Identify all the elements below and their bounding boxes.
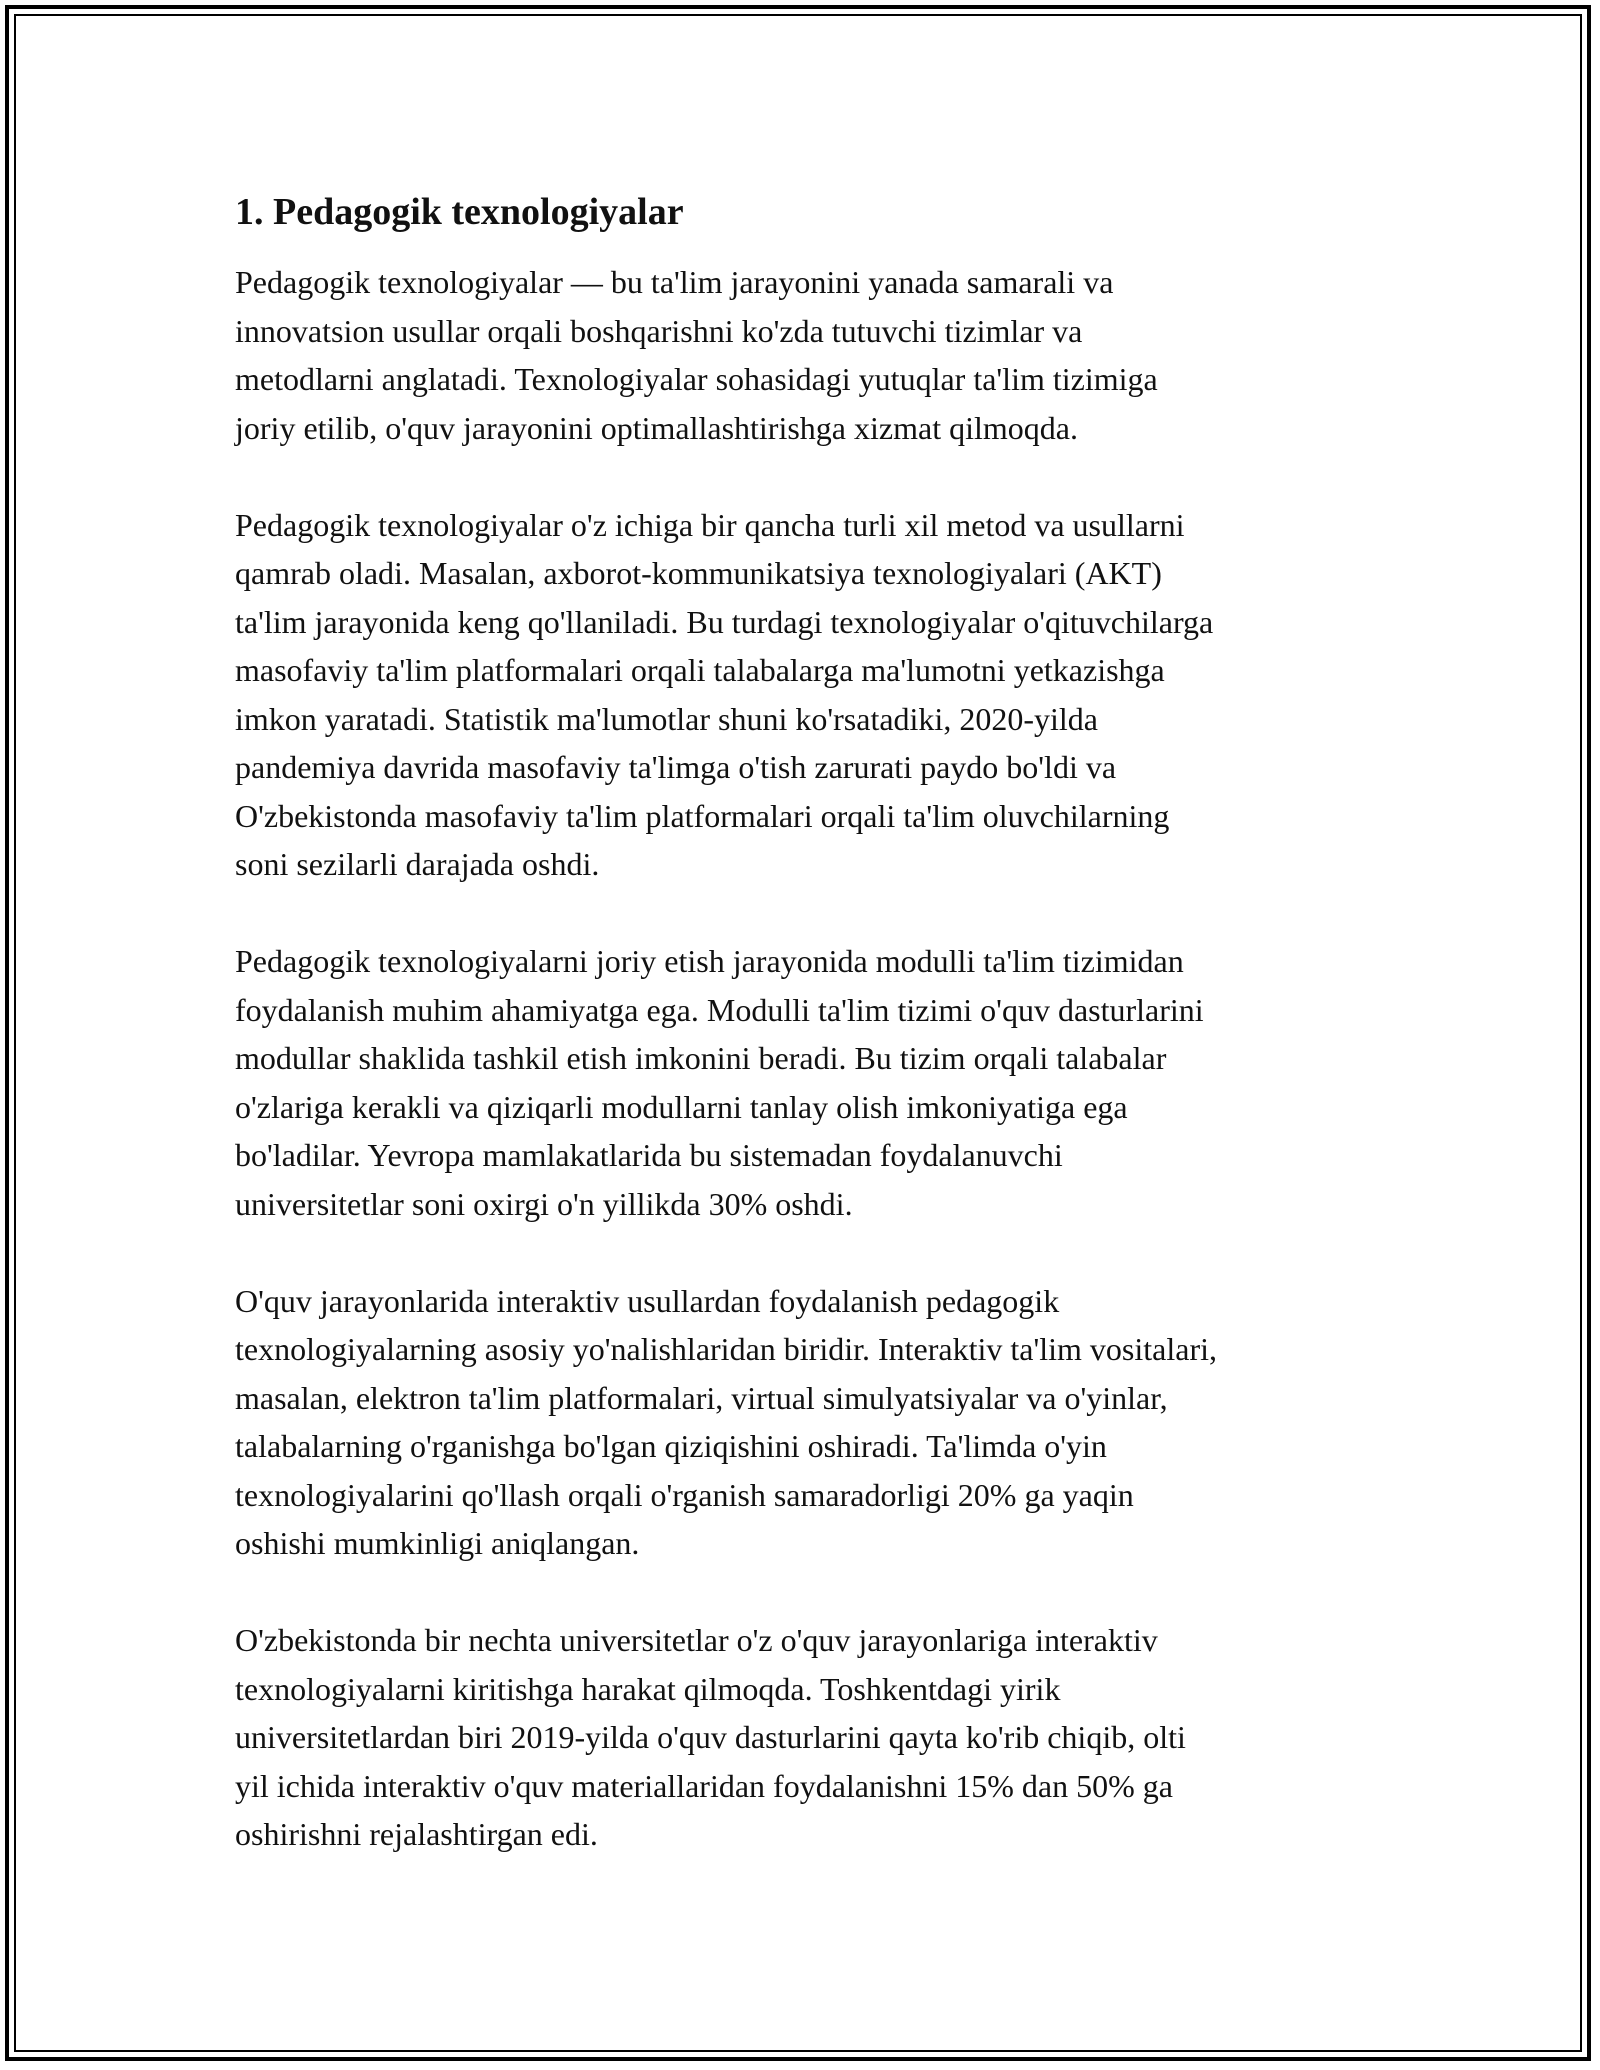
- section-heading: 1. Pedagogik texnologiyalar: [235, 191, 684, 233]
- paragraphs-container: [235, 258, 1365, 1859]
- paragraph-line: Pedagogik texnologiyalar o'z ichiga bir qancha turli xil metod va usullarni: [235, 506, 1185, 543]
- paragraph-line: masalan, elektron ta'lim platformalari, virtual simulyatsiyalar va o'yinlar,: [235, 1379, 1168, 1416]
- paragraph-line: imkon yaratadi. Statistik ma'lumotlar shuni ko'rsatadiki, 2020-yilda: [235, 700, 1098, 737]
- paragraph-line: oshishi mumkinligi aniqlangan.: [235, 1525, 640, 1561]
- paragraph-line: qamrab oladi. Masalan, axborot-kommunikatsiya texnologiyalari (AKT): [235, 555, 1162, 591]
- paragraph-line: oshirishni rejalashtirgan edi.: [235, 1816, 598, 1852]
- paragraph-line: texnologiyalarni kiritishga harakat qilmoqda. Toshkentdagi yirik: [235, 1670, 1061, 1707]
- paragraph-line: masofaviy ta'lim platformalari orqali talabalarga ma'lumotni yetkazishga: [235, 652, 1165, 688]
- paragraph-line: soni sezilarli darajada oshdi.: [235, 846, 600, 882]
- paragraph-line: metodlarni anglatadi. Texnologiyalar sohasidagi yutuqlar ta'lim tizimiga: [235, 361, 1158, 397]
- paragraph-line: talabalarning o'rganishga bo'lgan qiziqishini oshiradi. Ta'limda o'yin: [235, 1428, 1107, 1464]
- paragraph-line: ta'lim jarayonida keng qo'llaniladi. Bu turdagi texnologiyalar o'qituvchilarga: [235, 603, 1214, 640]
- paragraph-line: texnologiyalarini qo'llash orqali o'rganish samaradorligi 20% ga yaqin: [235, 1476, 1134, 1513]
- paragraph-line: modullar shaklida tashkil etish imkonini beradi. Bu tizim orqali talabalar: [235, 1040, 1167, 1076]
- paragraph-line: yil ichida interaktiv o'quv materiallaridan foydalanishni 15% dan 50% ga: [235, 1767, 1173, 1804]
- paragraph: [235, 258, 1365, 452]
- paragraph-line: O'zbekistonda bir nechta universitetlar o'z o'quv jarayonlariga interaktiv: [235, 1622, 1158, 1658]
- paragraph: [235, 1616, 1365, 1859]
- paragraph-line: foydalanish muhim ahamiyatga ega. Modulli ta'lim tizimi o'quv dasturlarini: [235, 991, 1204, 1028]
- document-body: [235, 188, 1365, 1907]
- paragraph-line: O'quv jarayonlarida interaktiv usullardan foydalanish pedagogik: [235, 1282, 1060, 1319]
- paragraph: [235, 1277, 1365, 1568]
- paragraph-line: o'zlariga kerakli va qiziqarli modullarni tanlay olish imkoniyatiga ega: [235, 1088, 1128, 1125]
- paragraph-line: Pedagogik texnologiyalarni joriy etish jarayonida modulli ta'lim tizimidan: [235, 943, 1184, 979]
- paragraph-line: Pedagogik texnologiyalar — bu ta'lim jarayonini yanada samarali va: [235, 264, 1114, 300]
- paragraph-line: pandemiya davrida masofaviy ta'limga o'tish zarurati paydo bo'ldi va: [235, 749, 1117, 785]
- paragraph: [235, 937, 1365, 1228]
- paragraph-line: O'zbekistonda masofaviy ta'lim platformalari orqali ta'lim oluvchilarning: [235, 797, 1170, 834]
- paragraph-line: universitetlardan biri 2019-yilda o'quv dasturlarini qayta ko'rib chiqib, olti: [235, 1719, 1186, 1755]
- paragraph-line: texnologiyalarning asosiy yo'nalishlaridan biridir. Interaktiv ta'lim vositalari,: [235, 1331, 1217, 1367]
- paragraph-line: innovatsion usullar orqali boshqarishni ko'zda tutuvchi tizimlar va: [235, 312, 1083, 349]
- paragraph-line: universitetlar soni oxirgi o'n yillikda 30% oshdi.: [235, 1185, 853, 1222]
- paragraph-line: joriy etilib, o'quv jarayonini optimallashtirishga xizmat qilmoqda.: [235, 409, 1078, 446]
- paragraph: [235, 501, 1365, 889]
- paragraph-line: bo'ladilar. Yevropa mamlakatlarida bu sistemadan foydalanuvchi: [235, 1137, 1063, 1173]
